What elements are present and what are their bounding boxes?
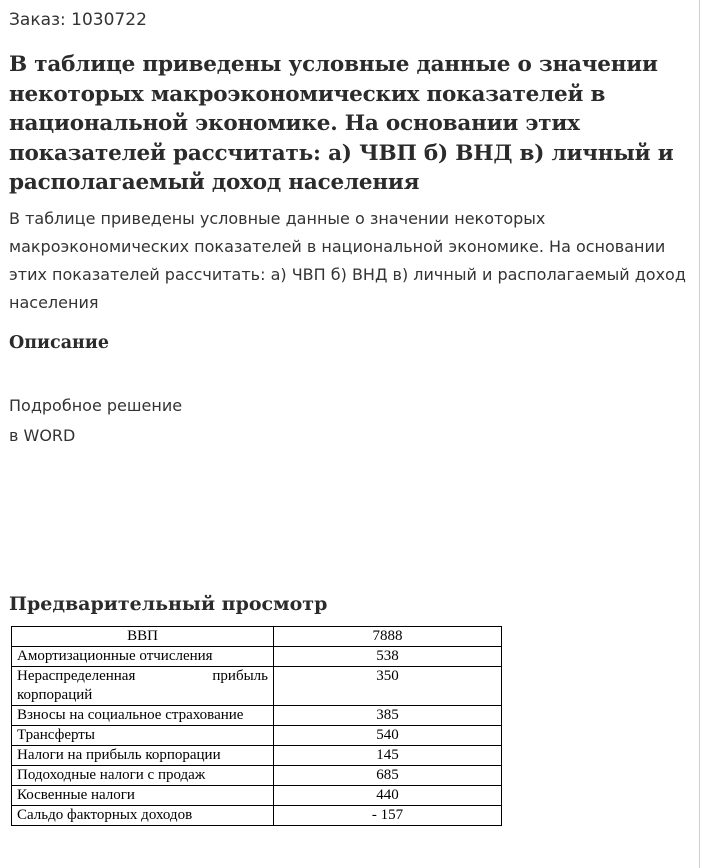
table-row xyxy=(12,766,502,786)
table-cell-value: 145 xyxy=(274,746,502,766)
table-row xyxy=(12,746,502,766)
table-row xyxy=(12,706,502,726)
table-row xyxy=(12,806,502,826)
order-number: Заказ: 1030722 xyxy=(9,10,147,30)
preview-table xyxy=(11,626,502,826)
table-row xyxy=(12,627,502,647)
table-cell-value: 7888 xyxy=(274,627,502,647)
description-line: Подробное решение xyxy=(9,396,183,415)
table-cell-value: 685 xyxy=(274,766,502,786)
table-cell-value: 440 xyxy=(274,786,502,806)
description-line: в WORD xyxy=(9,426,76,445)
table-cell-value: 350 xyxy=(274,667,502,706)
table-cell-label: Налоги на прибыль корпорации xyxy=(12,746,274,766)
table-cell-value: 538 xyxy=(274,647,502,667)
table-cell-value: - 157 xyxy=(274,806,502,826)
table-row xyxy=(12,786,502,806)
task-description: В таблице приведены условные данные о значении некоторых макроэкономических показателей в национальной экономике. На основании этих показателей рассчитать: а) ЧВП б) ВНД в) личный и располагаемый доход населения xyxy=(9,209,686,312)
description-heading: Описание xyxy=(9,333,109,353)
table-cell-label: Нераспределенная прибыль корпораций xyxy=(12,667,274,706)
table-cell-label: Сальдо факторных доходов xyxy=(12,806,274,826)
table-cell-value: 540 xyxy=(274,726,502,746)
page-title: В таблице приведены условные данные о значении некоторых макроэкономических показателей в национальной экономике. На основании этих показателей рассчитать: а) ЧВП б) ВНД в) личный и располагаемый доход населения xyxy=(9,52,674,195)
table-row xyxy=(12,647,502,667)
table-cell-label: Подоходные налоги с продаж xyxy=(12,766,274,786)
table-cell-label: Косвенные налоги xyxy=(12,786,274,806)
table-cell-value: 385 xyxy=(274,706,502,726)
preview-heading: Предварительный просмотр xyxy=(9,593,328,615)
table-cell-label: ВВП xyxy=(12,627,274,647)
table-row xyxy=(12,726,502,746)
table-cell-label: Взносы на социальное страхование xyxy=(12,706,274,726)
table-cell-label: Амортизационные отчисления xyxy=(12,647,274,667)
table-cell-label: Трансферты xyxy=(12,726,274,746)
table-row xyxy=(12,667,502,706)
